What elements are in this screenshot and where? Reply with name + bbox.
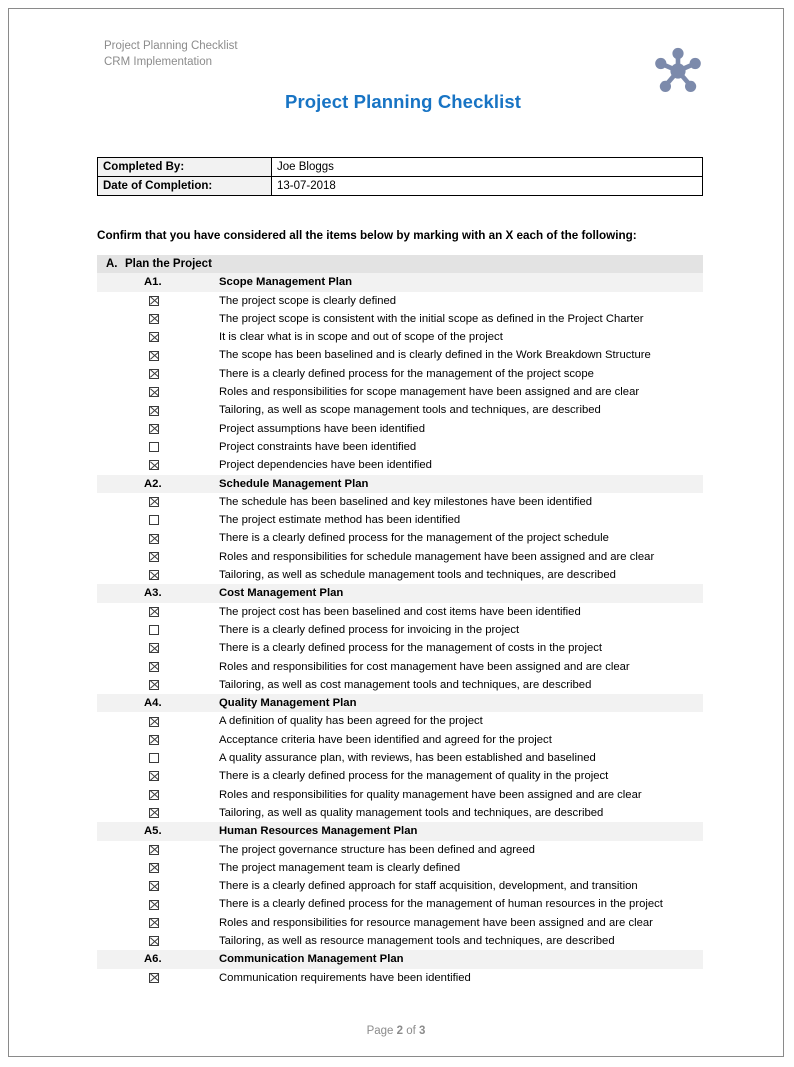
checkbox-cell <box>97 621 219 639</box>
checklist-item-label: Roles and responsibilities for scope management have been assigned and are clear <box>219 386 640 399</box>
checkbox-cell <box>97 292 219 310</box>
checkbox-checked-icon[interactable] <box>149 296 159 306</box>
subsection-title: Quality Management Plan <box>219 697 357 710</box>
checkbox-checked-icon[interactable] <box>149 735 159 745</box>
instruction-text: Confirm that you have considered all the items below by marking with an X each of the following: <box>97 229 637 242</box>
footer-current-page: 2 <box>396 1025 404 1037</box>
checkbox-cell <box>97 676 219 694</box>
checklist-item <box>97 712 703 730</box>
checklist-item-label: There is a clearly defined process for the management of costs in the project <box>219 642 603 655</box>
subsection-title: Communication Management Plan <box>219 953 404 966</box>
checkbox-checked-icon[interactable] <box>149 607 159 617</box>
checklist-item-label: Project assumptions have been identified <box>219 422 425 435</box>
checklist-item-label: Project constraints have been identified <box>219 440 417 453</box>
checkbox-checked-icon[interactable] <box>149 424 159 434</box>
page-footer <box>9 1025 783 1037</box>
checklist-item-label: The scope has been baselined and is clearly defined in the Work Breakdown Structure <box>219 349 651 362</box>
checklist-item <box>97 420 703 438</box>
checkbox-cell <box>97 639 219 657</box>
table-row <box>98 158 703 177</box>
checklist-item <box>97 676 703 694</box>
checklist-item <box>97 767 703 785</box>
checklist-item-label: The project cost has been baselined and cost items have been identified <box>219 605 581 618</box>
checkbox-checked-icon[interactable] <box>149 881 159 891</box>
checkbox-cell <box>97 383 219 401</box>
checkbox-cell <box>97 310 219 328</box>
completed-by-label: Completed By: <box>98 158 272 177</box>
checkbox-cell <box>97 914 219 932</box>
checklist-item <box>97 621 703 639</box>
section-header-a <box>97 255 703 273</box>
checkbox-cell <box>97 804 219 822</box>
checklist-item-label: Tailoring, as well as quality management tools and techniques, are described <box>219 806 604 819</box>
checkbox-checked-icon[interactable] <box>149 973 159 983</box>
checklist-item <box>97 895 703 913</box>
checkbox-cell <box>97 658 219 676</box>
checklist-item <box>97 969 703 987</box>
checkbox-unchecked-icon[interactable] <box>149 442 159 452</box>
subsection-number: A1. <box>144 276 162 289</box>
checkbox-checked-icon[interactable] <box>149 406 159 416</box>
page-title: Project Planning Checklist <box>285 91 521 112</box>
checklist-item <box>97 603 703 621</box>
checkbox-cell <box>97 767 219 785</box>
checkbox-cell <box>97 603 219 621</box>
subsection-number: A3. <box>144 587 162 600</box>
subsection-number: A5. <box>144 825 162 838</box>
checkbox-cell <box>97 529 219 547</box>
checklist-item-label: Communication requirements have been identified <box>219 971 471 984</box>
section-letter: A. <box>106 258 118 270</box>
checkbox-checked-icon[interactable] <box>149 534 159 544</box>
checklist-item <box>97 292 703 310</box>
checkbox-cell <box>97 877 219 895</box>
footer-total-pages: 3 <box>419 1025 426 1037</box>
subsection-list <box>97 273 703 987</box>
checklist-item <box>97 749 703 767</box>
checkbox-checked-icon[interactable] <box>149 662 159 672</box>
checklist-item <box>97 566 703 584</box>
subsection-header <box>97 475 703 493</box>
checklist-item-label: Tailoring, as well as cost management tools and techniques, are described <box>219 678 592 691</box>
subsection-header <box>97 694 703 712</box>
info-table-body <box>98 158 703 196</box>
checklist-item-label: There is a clearly defined process for the management of quality in the project <box>219 770 609 783</box>
checklist-item <box>97 841 703 859</box>
checkbox-checked-icon[interactable] <box>149 460 159 470</box>
checklist-item <box>97 658 703 676</box>
checkbox-checked-icon[interactable] <box>149 351 159 361</box>
checklist-item <box>97 877 703 895</box>
checkbox-unchecked-icon[interactable] <box>149 753 159 763</box>
checkbox-checked-icon[interactable] <box>149 497 159 507</box>
checklist-item <box>97 438 703 456</box>
checkbox-cell <box>97 420 219 438</box>
checkbox-checked-icon[interactable] <box>149 552 159 562</box>
completed-by-value[interactable]: Joe Bloggs <box>272 158 703 177</box>
subsection-title: Scope Management Plan <box>219 276 353 289</box>
checkbox-cell <box>97 969 219 987</box>
completion-info-table <box>97 157 703 196</box>
checklist-item <box>97 456 703 474</box>
subsection-number: A2. <box>144 477 162 490</box>
checklist-item-label: Tailoring, as well as schedule management tools and techniques, are described <box>219 569 616 582</box>
checklist-item <box>97 511 703 529</box>
checkbox-cell <box>97 365 219 383</box>
checklist-item-label: Tailoring, as well as resource management tools and techniques, are described <box>219 934 615 947</box>
table-row <box>98 177 703 196</box>
checkbox-checked-icon[interactable] <box>149 314 159 324</box>
checkbox-checked-icon[interactable] <box>149 863 159 873</box>
checkbox-checked-icon[interactable] <box>149 387 159 397</box>
subsection-title: Human Resources Management Plan <box>219 825 418 838</box>
header-line-2: CRM Implementation <box>104 55 213 68</box>
checklist-item <box>97 346 703 364</box>
checklist-item-label: There is a clearly defined process for the management of the project scope <box>219 367 594 380</box>
checkbox-cell <box>97 548 219 566</box>
checkbox-cell <box>97 438 219 456</box>
header-line-1: Project Planning Checklist <box>104 40 238 52</box>
subsection-header <box>97 950 703 968</box>
subsection-header <box>97 584 703 602</box>
checklist-item-label: A definition of quality has been agreed for the project <box>219 715 483 728</box>
checklist-item-label: The project scope is clearly defined <box>219 294 397 307</box>
checklist-item <box>97 548 703 566</box>
checklist-item-label: Project dependencies have been identified <box>219 459 432 472</box>
checklist-item <box>97 310 703 328</box>
checkbox-checked-icon[interactable] <box>149 369 159 379</box>
checklist-item-label: Acceptance criteria have been identified and agreed for the project <box>219 733 552 746</box>
checklist-item-label: There is a clearly defined process for the management of human resources in the project <box>219 898 663 911</box>
checkbox-cell <box>97 712 219 730</box>
checklist-item-label: Roles and responsibilities for quality management have been assigned and are clear <box>219 788 642 801</box>
checklist-item-label: There is a clearly defined process for the management of the project schedule <box>219 532 609 545</box>
checklist-item-label: A quality assurance plan, with reviews, has been established and baselined <box>219 752 596 765</box>
checklist-item <box>97 493 703 511</box>
checkbox-checked-icon[interactable] <box>149 918 159 928</box>
checkbox-cell <box>97 859 219 877</box>
checklist-item-label: There is a clearly defined approach for staff acquisition, development, and transition <box>219 880 638 893</box>
checkbox-cell <box>97 841 219 859</box>
checklist-item-label: The project scope is consistent with the initial scope as defined in the Project Charter <box>219 312 644 325</box>
checklist-item-label: Roles and responsibilities for cost management have been assigned and are clear <box>219 660 630 673</box>
subsection-title: Schedule Management Plan <box>219 477 369 490</box>
checkbox-cell <box>97 731 219 749</box>
checklist-item-label: The project management team is clearly defined <box>219 861 461 874</box>
section-title: Plan the Project <box>125 258 212 270</box>
subsection-number: A6. <box>144 953 162 966</box>
checklist-item-label: There is a clearly defined process for invoicing in the project <box>219 623 520 636</box>
checkbox-checked-icon[interactable] <box>149 936 159 946</box>
checklist-item-label: Roles and responsibilities for resource management have been assigned and are clear <box>219 916 653 929</box>
page-content <box>97 29 709 987</box>
checklist-item <box>97 731 703 749</box>
checklist-item <box>97 401 703 419</box>
checklist-item-label: Tailoring, as well as scope management tools and techniques, are described <box>219 404 601 417</box>
subsection-title: Cost Management Plan <box>219 587 344 600</box>
checkbox-checked-icon[interactable] <box>149 790 159 800</box>
checkbox-unchecked-icon[interactable] <box>149 625 159 635</box>
checkbox-cell <box>97 749 219 767</box>
checklist-item-label: The schedule has been baselined and key milestones have been identified <box>219 495 593 508</box>
checklist-item <box>97 529 703 547</box>
checklist-item <box>97 365 703 383</box>
checkbox-cell <box>97 932 219 950</box>
header-text-block <box>104 39 238 70</box>
date-of-completion-value[interactable]: 13-07-2018 <box>272 177 703 196</box>
checkbox-checked-icon[interactable] <box>149 900 159 910</box>
checkbox-cell <box>97 401 219 419</box>
checklist-item <box>97 328 703 346</box>
checkbox-unchecked-icon[interactable] <box>149 515 159 525</box>
checkbox-cell <box>97 895 219 913</box>
subsection-number: A4. <box>144 697 162 710</box>
checklist-item <box>97 639 703 657</box>
checkbox-checked-icon[interactable] <box>149 332 159 342</box>
footer-prefix: Page <box>366 1025 397 1037</box>
checkbox-checked-icon[interactable] <box>149 643 159 653</box>
checkbox-cell <box>97 511 219 529</box>
checklist-item-label: The project estimate method has been identified <box>219 514 461 527</box>
checkbox-checked-icon[interactable] <box>149 808 159 818</box>
checklist-item-label: Roles and responsibilities for schedule management have been assigned and are clear <box>219 550 655 563</box>
checklist-item <box>97 914 703 932</box>
checklist <box>97 255 703 987</box>
checklist-item <box>97 804 703 822</box>
checklist-item-label: It is clear what is in scope and out of scope of the project <box>219 331 503 344</box>
subsection-header <box>97 822 703 840</box>
checkbox-checked-icon[interactable] <box>149 680 159 690</box>
checkbox-cell <box>97 493 219 511</box>
checkbox-cell <box>97 786 219 804</box>
checkbox-cell <box>97 566 219 584</box>
subsection-header <box>97 273 703 291</box>
checkbox-checked-icon[interactable] <box>149 771 159 781</box>
document-header <box>97 29 709 112</box>
checklist-item <box>97 383 703 401</box>
footer-middle: of <box>403 1025 420 1037</box>
document-page <box>8 8 784 1057</box>
checkbox-cell <box>97 328 219 346</box>
checklist-item-label: The project governance structure has been defined and agreed <box>219 843 535 856</box>
checkbox-checked-icon[interactable] <box>149 717 159 727</box>
checkbox-cell <box>97 456 219 474</box>
checklist-item <box>97 786 703 804</box>
checklist-item <box>97 859 703 877</box>
checkbox-cell <box>97 346 219 364</box>
checkbox-checked-icon[interactable] <box>149 570 159 580</box>
checkbox-checked-icon[interactable] <box>149 845 159 855</box>
date-of-completion-label: Date of Completion: <box>98 177 272 196</box>
checklist-item <box>97 932 703 950</box>
